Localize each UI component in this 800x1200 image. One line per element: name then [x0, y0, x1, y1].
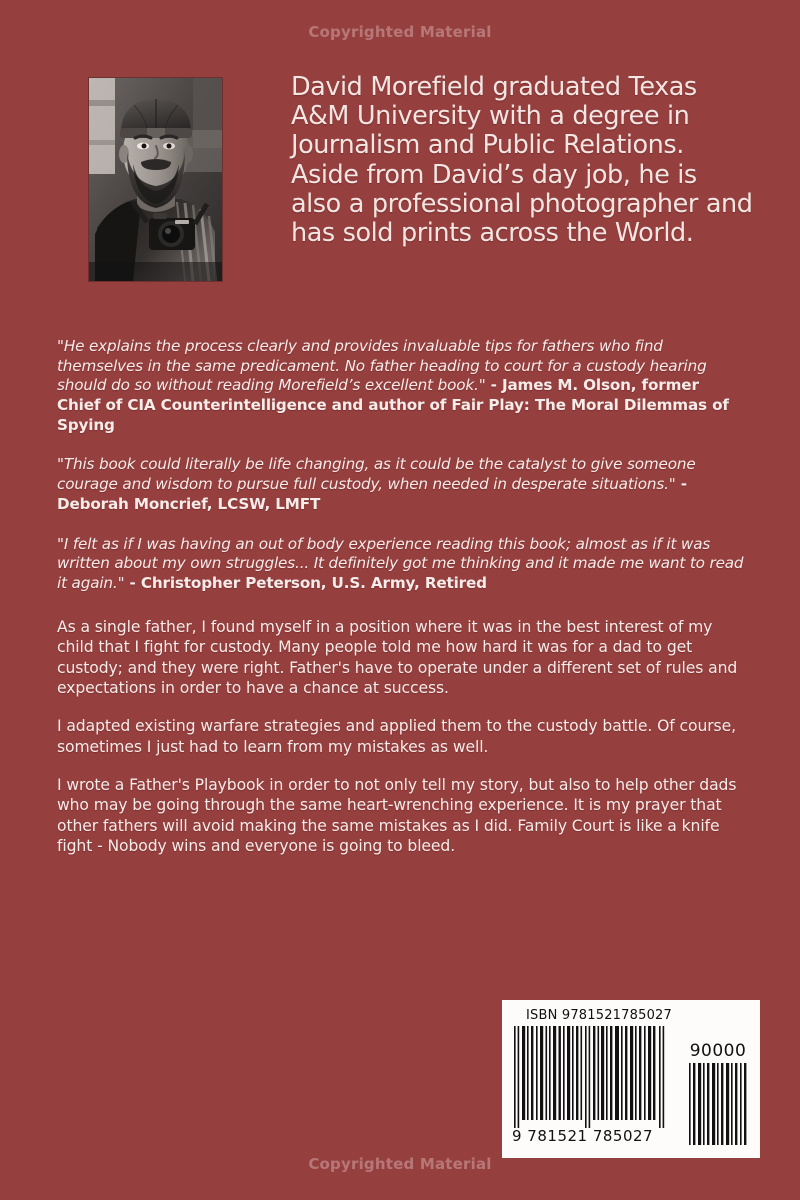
author-portrait-photo [89, 78, 222, 281]
review-quote [57, 455, 747, 514]
ean5-addon-barcode [688, 1041, 748, 1145]
ean13-barcode [512, 1026, 672, 1145]
review-attribution: - Christopher Peterson, U.S. Army, Retired [124, 573, 487, 592]
isbn-barcode-label [502, 1000, 760, 1158]
book-description [57, 617, 747, 856]
author-block [0, 72, 800, 290]
addon-price-code: 90000 [689, 1041, 747, 1061]
review-quote [57, 337, 747, 435]
review-quote-text: "This book could literally be life changing, as it could be the catalyst to give someone courage and wisdom to pursue full custody, when needed in desperate situations." [57, 455, 696, 494]
review-quote-text: "I felt as if I was having an out of body experience reading this book; almost as if it was written about my own struggles... It definitely got me thinking and it made me want to read it again." [57, 534, 744, 592]
reviews-section [57, 337, 747, 594]
copyright-watermark-top: Copyrighted Material [308, 23, 492, 41]
description-paragraph: As a single father, I found myself in a position where it was in the best interest of my child that I fight for custody. Many people told me how hard it was for a dad to get custody; and they were right. Father's have to operate under a different set of rules and expectations in order to have a chance at success. [57, 618, 738, 698]
review-quote [57, 535, 747, 594]
description-paragraph: I wrote a Father's Playbook in order to not only tell my story, but also to help other dads who may be going through the same heart-wrenching experience. It is my prayer that other fathers will avoid making the same mistakes as I did. Family Court is like a knife fight - Nobody wins and everyone is going to bleed. [57, 776, 737, 856]
review-attribution: - James M. Olson, former Chief of CIA Counterintelligence and author of Fair Play: The Moral Dilemmas of Spying [57, 376, 729, 434]
description-paragraph: I adapted existing warfare strategies and applied them to the custody battle. Of course, sometimes I just had to learn from my mistakes as well. [57, 717, 736, 756]
copyright-watermark-bottom: Copyrighted Material [308, 1155, 492, 1173]
review-attribution: - Deborah Moncrief, LCSW, LMFT [57, 475, 687, 513]
author-bio-text: David Morefield graduated Texas A&M University with a degree in Journalism and Public Relations. Aside from David’s day job, he is also a professional photographer and has sold prints across the World. [291, 72, 753, 248]
review-quote-text: "He explains the process clearly and provides invaluable tips for fathers who find themselves in the same predicament. No father heading to court for a custody hearing should do so without reading Morefield’s excellent book." [57, 337, 707, 395]
isbn-text: ISBN 9781521785027 [526, 1008, 672, 1023]
barcode-digits: 9 781521 785027 [512, 1127, 654, 1145]
